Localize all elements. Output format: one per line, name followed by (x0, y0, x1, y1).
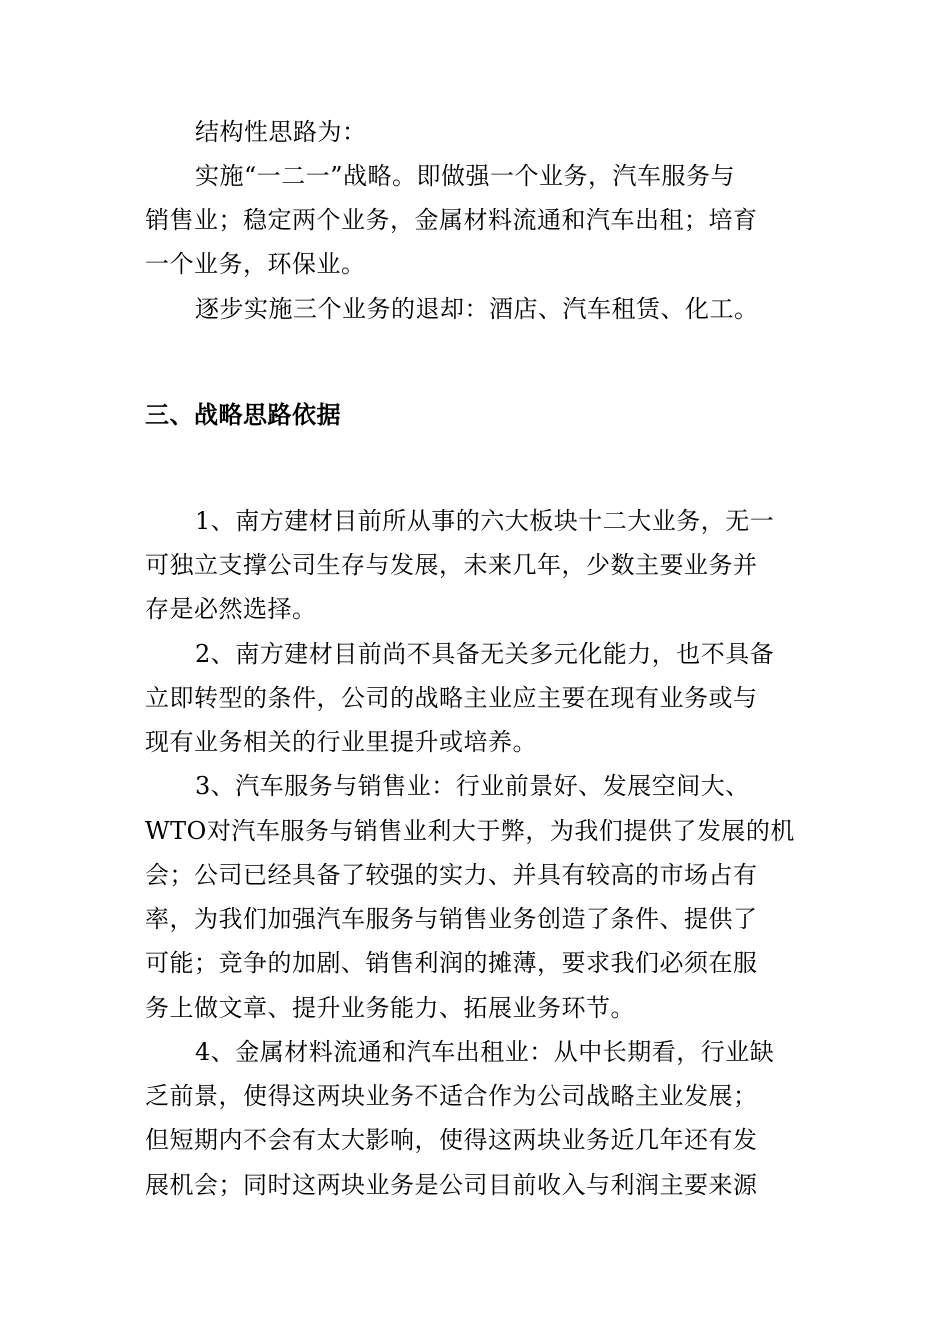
point-1-line: 存是必然选择。 (145, 595, 317, 623)
point-3-line: 率，为我们加强汽车服务与销售业务创造了条件、提供了 (145, 905, 758, 933)
point-1-line: 1、南方建材目前所从事的六大板块十二大业务，无一 (195, 507, 775, 535)
point-3-line: WTO对汽车服务与销售业利大于弊，为我们提供了发展的机 (145, 817, 795, 845)
point-3-line: 3、汽车服务与销售业：行业前景好、发展空间大、 (195, 772, 750, 800)
intro-line: 逐步实施三个业务的退却：酒店、汽车租赁、化工。 (195, 295, 759, 323)
intro-line: 一个业务，环保业。 (145, 250, 366, 278)
intro-line: 实施“一二一”战略。即做强一个业务，汽车服务与 (195, 162, 736, 190)
point-3-line: 会；公司已经具备了较强的实力、并具有较高的市场占有 (145, 861, 758, 889)
point-4-line: 但短期内不会有太大影响，使得这两块业务近几年还有发 (145, 1126, 758, 1154)
point-1-line: 可独立支撑公司生存与发展，未来几年，少数主要业务并 (145, 551, 758, 579)
intro-line: 销售业；稳定两个业务，金属材料流通和汽车出租；培育 (145, 206, 758, 234)
point-4-line: 展机会；同时这两块业务是公司目前收入与利润主要来源 (145, 1171, 758, 1199)
intro-line: 结构性思路为： (195, 118, 367, 146)
point-2-line: 2、南方建材目前尚不具备无关多元化能力，也不具备 (195, 640, 775, 668)
point-2-line: 现有业务相关的行业里提升或培养。 (145, 728, 537, 756)
point-2-line: 立即转型的条件，公司的战略主业应主要在现有业务或与 (145, 684, 758, 712)
point-4-line: 4、金属材料流通和汽车出租业：从中长期看，行业缺 (195, 1038, 775, 1066)
point-4-line: 乏前景，使得这两块业务不适合作为公司战略主业发展； (145, 1082, 758, 1110)
point-3-line: 务上做文章、提升业务能力、拓展业务环节。 (145, 994, 635, 1022)
point-3-line: 可能；竞争的加剧、销售利润的摊薄，要求我们必须在服 (145, 949, 758, 977)
section-heading: 三、战略思路依据 (145, 400, 341, 429)
